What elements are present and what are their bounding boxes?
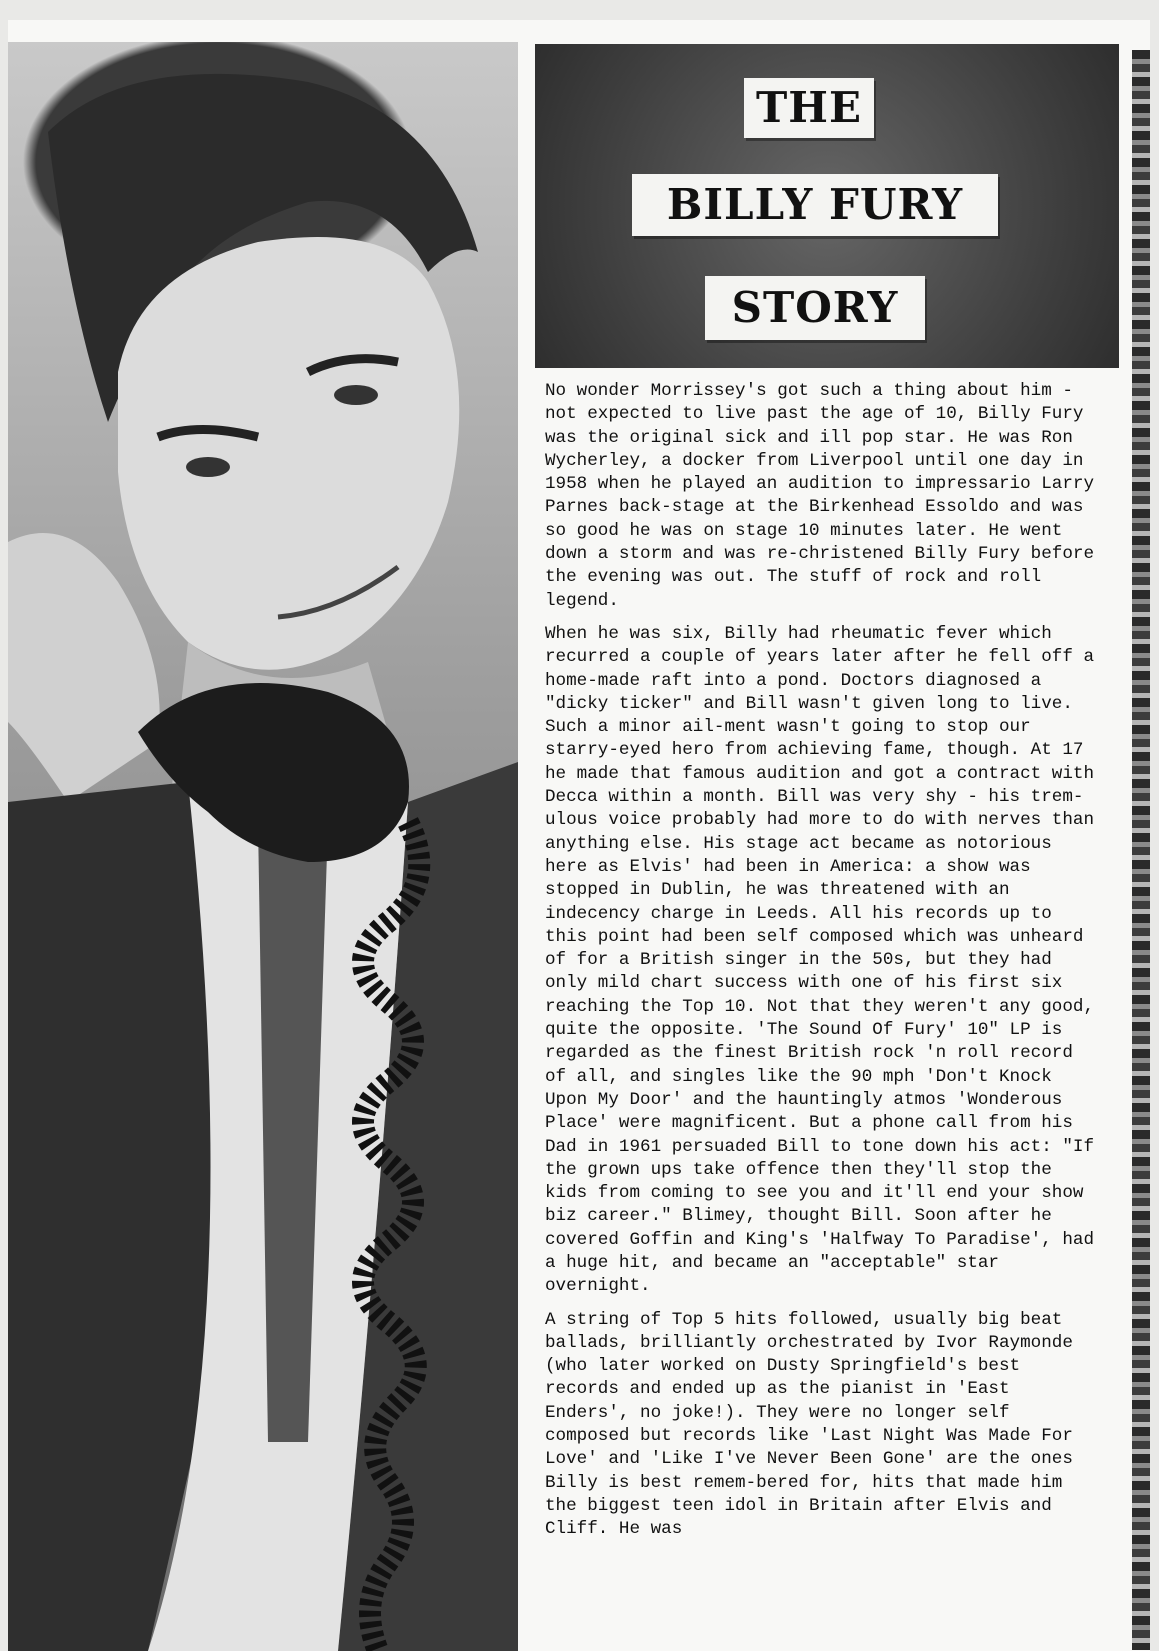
article-paragraph: A string of Top 5 hits followed, usually big beat ballads, brilliantly orchestrated by Ivor Raymonde (who later worked on Dusty Springfield's best records and ended up as the pianist in 'East Enders', no joke!). They were no longer self composed but records like 'Last Night Was Made For Love' and 'Like I've Never Been Gone' are the ones Billy is best remem-bered for, hits that made him the biggest teen idol in Britain after Elvis and Cliff. He was [545, 1309, 1073, 1540]
title-name: BILLY FURY [632, 174, 998, 236]
billy-fury-telephone-photo [8, 42, 518, 1651]
title-word-the: THE [744, 78, 874, 138]
photo-illustration [8, 42, 518, 1651]
title-banner [535, 44, 1119, 368]
article-paragraph: When he was six, Billy had rheumatic fever which recurred a couple of years later after he fell off a home-made raft into a pond. Doctors diagnosed a "dicky ticker" and Bill wasn't given long to live. Such a minor ail-ment wasn't going to stop our starry-eyed hero from achieving fame, though. At 17 he made that famous audition and got a contract with Decca within a month. Bill was very shy - his trem-ulous voice probably had more to do with nerves than anything else. His stage act became as notorious here as Elvis' had been in America: a show was stopped in Dublin, he was threatened with an indecency charge in Leeds. All his records up to this point had been self composed which was unheard of for a British singer in the 50s, but they had only mild chart success with one of his first six reaching the Top 10. Not that they weren't any good, quite the opposite. 'The Sound Of Fury' 10" LP is regarded as the finest British rock 'n roll record of all, and singles like the 90 mph 'Don't Knock Upon My Door' and the hauntingly atmos 'Wonderous Place' were magnificent. But a phone call from his Dad in 1961 persuaded Bill to tone down his act: "If the grown ups take offence then they'll stop the kids from coming to see you and it'll end your show biz career." Blimey, thought Bill. Soon after he covered Goffin and King's 'Halfway To Paradise', had a huge hit, and became an "acceptable" star overnight. [545, 623, 1095, 1297]
adjacent-page-edge [1132, 50, 1150, 1650]
article-paragraph: No wonder Morrissey's got such a thing about him - not expected to live past the age of 10, Billy Fury was the original sick and ill pop star. He was Ron Wycherley, a docker from Liverpool until one day in 1958 when he played an audition to impressario Larry Parnes back-stage at the Birkenhead Essoldo and was so good he was on stage 10 minutes later. He went down a storm and was re-christened Billy Fury before the evening was out. The stuff of rock and roll legend. [545, 381, 1095, 611]
title-word-story: STORY [705, 276, 925, 340]
magazine-page [8, 20, 1150, 1651]
article-body [545, 380, 1097, 1552]
